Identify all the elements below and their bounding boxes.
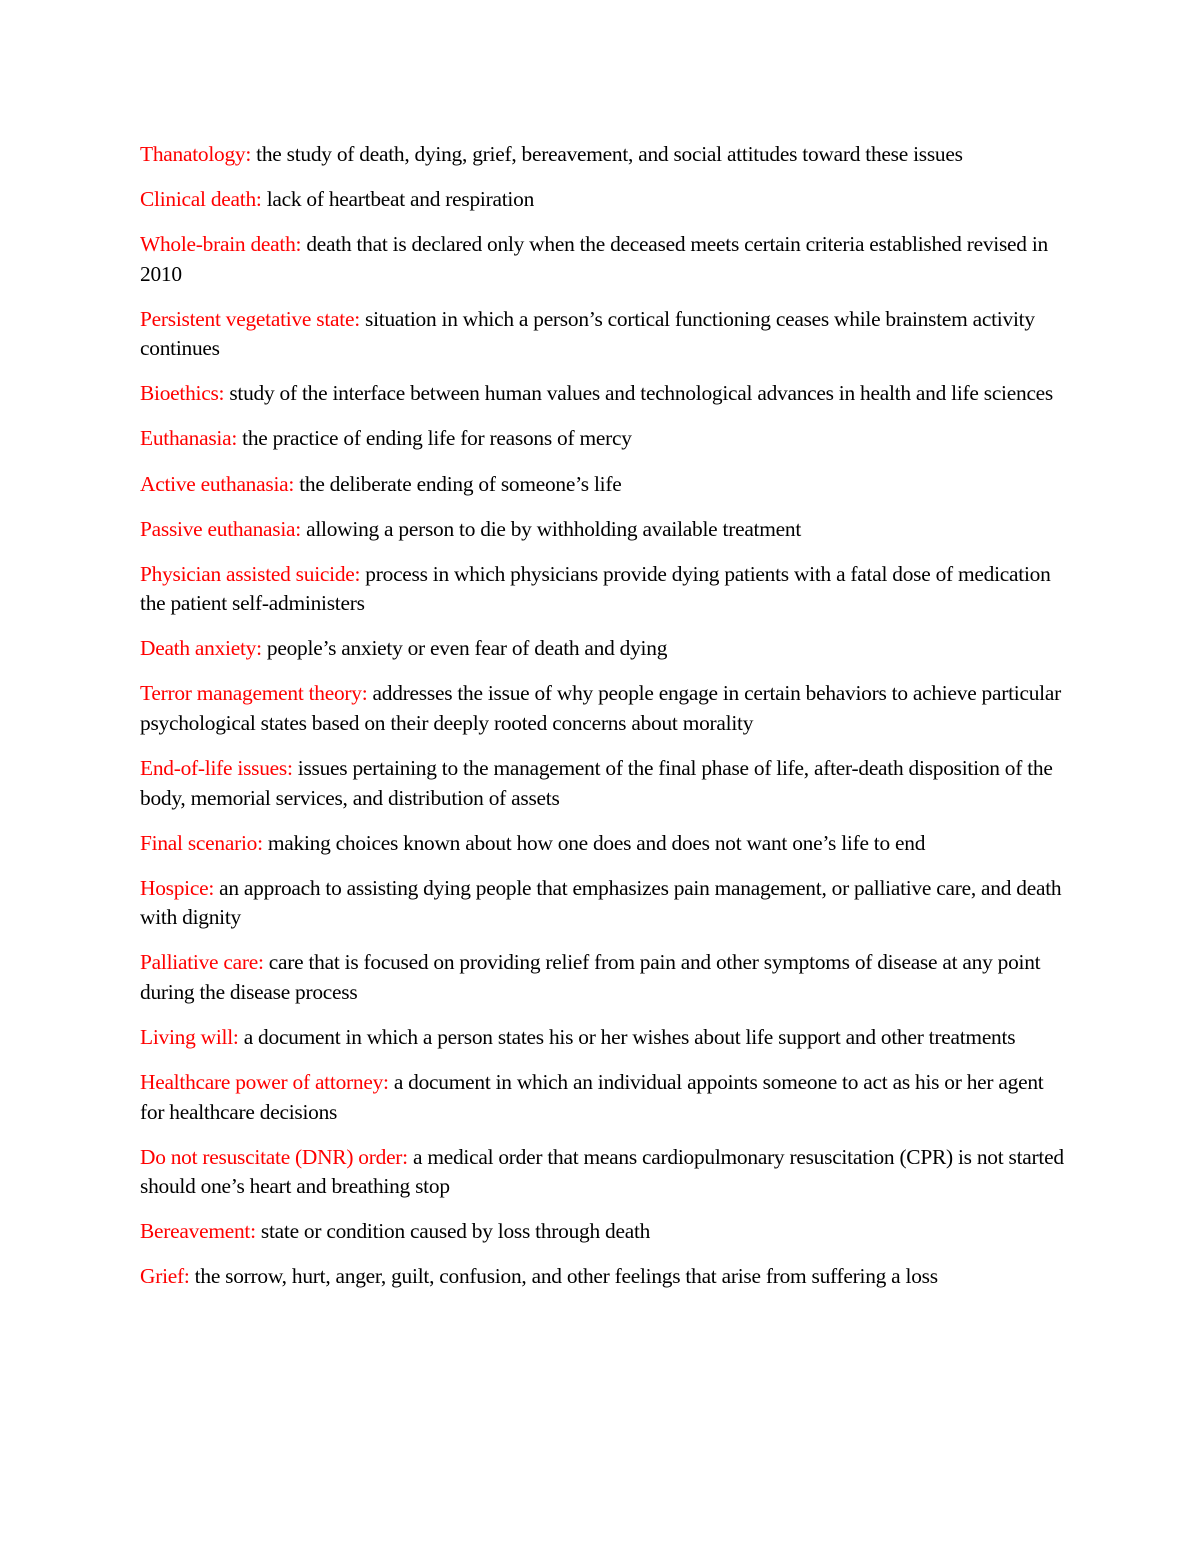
glossary-entry-physician-assisted-suicide [140, 560, 1065, 619]
glossary-definition: people’s anxiety or even fear of death and dying [261, 636, 668, 661]
glossary-list [140, 140, 1065, 1307]
glossary-definition: making choices known about how one does and does not want one’s life to end [262, 830, 926, 855]
glossary-entry-final-scenario [140, 829, 1065, 859]
glossary-definition: study of the interface between human values and technological advances in health and life sciences [224, 381, 1054, 406]
glossary-term: Physician assisted suicide: [140, 561, 361, 586]
glossary-term: Thanatology: [140, 142, 252, 166]
glossary-definition: a document in which an individual appoints someone to act as his or her agent for healthcare decisions [140, 1070, 1044, 1124]
glossary-term: Persistent vegetative state: [140, 306, 360, 331]
glossary-definition: issues pertaining to the management of the final phase of life, after-death disposition of the body, memorial services, and distribution of assets [140, 756, 1053, 810]
glossary-term: End-of-life issues: [140, 756, 293, 781]
glossary-definition: death that is declared only when the deceased meets certain criteria established revised in 2010 [140, 232, 1048, 286]
glossary-definition: a medical order that means cardiopulmonary resuscitation (CPR) is not started should one’s heart and breathing stop [140, 1144, 1064, 1199]
glossary-definition: a document in which a person states his or her wishes about life support and other treatments [238, 1024, 1016, 1049]
glossary-entry-palliative-care [140, 948, 1065, 1007]
glossary-term: Euthanasia: [140, 426, 238, 451]
glossary-definition: state or condition caused by loss through death [255, 1219, 651, 1244]
glossary-entry-death-anxiety [140, 634, 1065, 664]
glossary-term: Whole-brain death: [140, 232, 302, 257]
glossary-term: Do not resuscitate (DNR) order: [140, 1144, 408, 1169]
glossary-entry-persistent-vegetative-state [140, 305, 1065, 364]
glossary-definition: care that is focused on providing relief from pain and other symptoms of disease at any point during the disease process [140, 950, 1041, 1004]
glossary-term: Palliative care: [140, 950, 264, 975]
glossary-definition: allowing a person to die by withholding available treatment [301, 516, 802, 541]
glossary-definition: lack of heartbeat and respiration [261, 187, 535, 212]
glossary-entry-clinical-death [140, 185, 1065, 215]
glossary-definition: the deliberate ending of someone’s life [294, 471, 622, 496]
glossary-term: Final scenario: [140, 830, 263, 855]
glossary-term: Bereavement: [140, 1219, 256, 1244]
glossary-entry-thanatology [140, 140, 1065, 170]
glossary-term: Terror management theory: [140, 681, 368, 706]
glossary-definition: addresses the issue of why people engage in certain behaviors to achieve particular psychological states based on their deeply rooted concerns about morality [140, 681, 1061, 735]
glossary-entry-passive-euthanasia [140, 515, 1065, 545]
glossary-entry-grief [140, 1262, 1065, 1292]
glossary-term: Healthcare power of attorney: [140, 1070, 389, 1094]
glossary-term: Bioethics: [140, 381, 225, 406]
glossary-entry-hospice [140, 874, 1065, 933]
glossary-entry-end-of-life-issues [140, 754, 1065, 813]
glossary-term: Hospice: [140, 875, 215, 900]
glossary-entry-bereavement [140, 1217, 1065, 1247]
glossary-entry-active-euthanasia [140, 470, 1065, 500]
glossary-term: Death anxiety: [140, 636, 262, 661]
glossary-term: Active euthanasia: [140, 471, 295, 496]
glossary-definition: the sorrow, hurt, anger, guilt, confusion, and other feelings that arise from suffering a loss [189, 1264, 938, 1289]
glossary-term: Grief: [140, 1264, 190, 1289]
glossary-entry-euthanasia [140, 424, 1065, 454]
glossary-entry-living-will [140, 1023, 1065, 1053]
glossary-term: Clinical death: [140, 187, 262, 212]
glossary-definition: the study of death, dying, grief, bereavement, and social attitudes toward these issues [251, 142, 963, 166]
glossary-entry-bioethics [140, 379, 1065, 409]
glossary-definition: process in which physicians provide dying patients with a fatal dose of medication the patient self-administers [140, 561, 1051, 616]
glossary-entry-whole-brain-death [140, 230, 1065, 289]
glossary-entry-dnr-order [140, 1143, 1065, 1202]
glossary-entry-healthcare-power-of-attorney [140, 1068, 1065, 1127]
glossary-term: Living will: [140, 1024, 239, 1049]
glossary-definition: the practice of ending life for reasons of mercy [237, 426, 632, 451]
glossary-definition: situation in which a person’s cortical functioning ceases while brainstem activity continues [140, 306, 1035, 361]
glossary-term: Passive euthanasia: [140, 516, 301, 541]
glossary-definition: an approach to assisting dying people that emphasizes pain management, or palliative care, and death with dignity [140, 875, 1062, 930]
glossary-entry-terror-management-theory [140, 679, 1065, 738]
